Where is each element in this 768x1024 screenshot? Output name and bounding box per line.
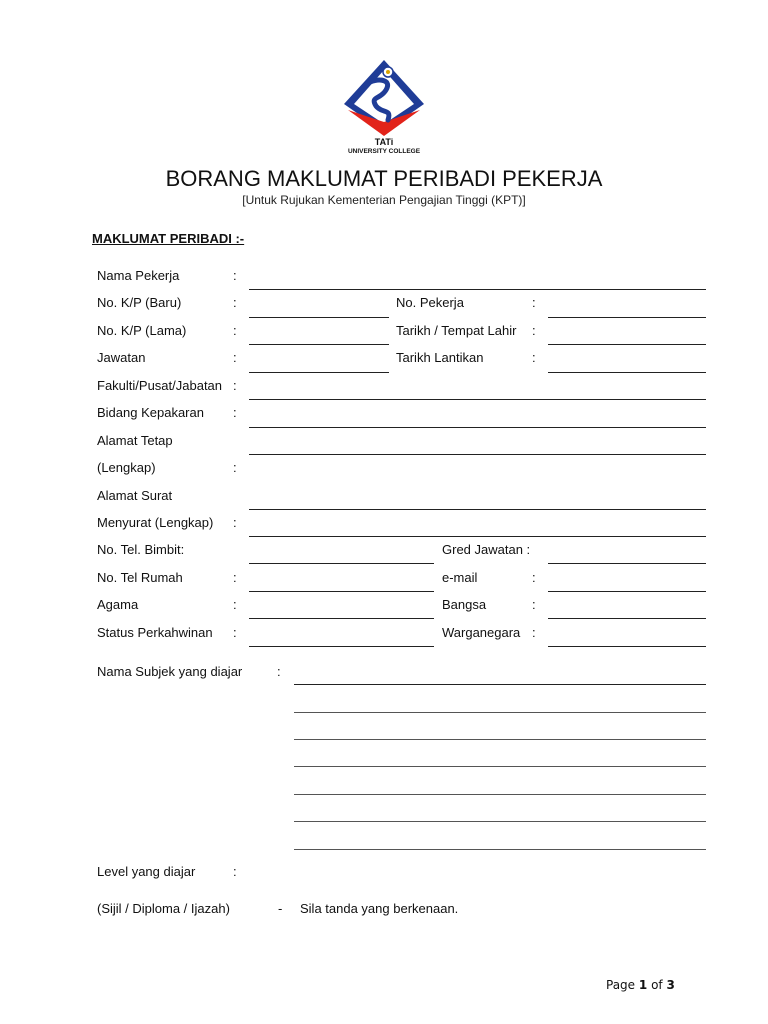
label-tarikh-lantikan: Tarikh Lantikan [396,350,484,365]
colon: : [233,295,237,310]
label-bidang-kepakaran: Bidang Kepakaran [97,405,204,420]
field-kp-lama[interactable] [249,344,389,345]
label-nama-pekerja: Nama Pekerja [97,268,180,283]
field-fakulti[interactable] [249,399,706,400]
instruction-text: Sila tanda yang berkenaan. [300,901,459,916]
field-gred-jawatan[interactable] [548,563,706,564]
field-alamat-tetap[interactable] [249,454,706,455]
page-subtitle: [Untuk Rujukan Kementerian Pengajian Tinggi (KPT)] [242,193,526,207]
field-no-pekerja[interactable] [548,317,706,318]
colon: : [233,405,237,420]
field-tel-rumah[interactable] [249,591,434,592]
field-alamat-surat[interactable] [249,509,706,510]
label-alamat-surat: Alamat Surat [97,488,173,503]
label-agama: Agama [97,597,139,612]
colon: : [233,864,237,879]
colon: : [277,664,281,679]
tati-logo-icon [340,56,428,156]
field-warganegara[interactable] [548,646,706,647]
field-tel-bimbit[interactable] [249,563,434,564]
field-tarikh-tempat-lahir[interactable] [548,344,706,345]
label-nama-subjek: Nama Subjek yang diajar [97,664,243,679]
colon: : [233,323,237,338]
field-subjek-line-5[interactable] [294,794,706,795]
colon: : [233,460,237,475]
field-bidang-kepakaran[interactable] [249,427,706,428]
colon: : [233,597,237,612]
label-tarikh-tempat-lahir: Tarikh / Tempat Lahir [396,323,517,338]
label-jawatan: Jawatan [97,350,146,365]
label-tel-rumah: No. Tel Rumah [97,570,183,585]
label-email: e-mail [442,570,478,585]
logo-subtext: UNIVERSITY COLLEGE [347,148,421,155]
label-bangsa: Bangsa [442,597,487,612]
field-email[interactable] [548,591,706,592]
field-alamat-surat-2[interactable] [249,536,706,537]
colon: : [532,323,536,338]
label-no-pekerja: No. Pekerja [396,295,464,310]
label-alamat-tetap-lengkap: (Lengkap) [97,460,156,475]
field-subjek-line-1[interactable] [294,684,706,685]
page-number [606,978,675,992]
colon: : [532,350,536,365]
field-status-perkahwinan[interactable] [249,646,434,647]
colon: : [233,515,237,530]
page-title: BORANG MAKLUMAT PERIBADI PEKERJA [165,166,603,191]
label-gred-jawatan: Gred Jawatan : [442,542,531,557]
label-alamat-tetap: Alamat Tetap [97,433,173,448]
colon: : [233,268,237,283]
page-total: 3 [666,978,675,992]
field-subjek-line-2[interactable] [294,712,706,713]
field-subjek-line-4[interactable] [294,766,706,767]
label-warganegara: Warganegara [442,625,521,640]
colon: : [233,378,237,393]
label-level: Level yang diajar [97,864,196,879]
section-heading: MAKLUMAT PERIBADI :- [92,231,245,246]
logo-brand: TATi [374,137,394,147]
page-current: 1 [638,978,648,992]
field-jawatan[interactable] [249,372,389,373]
colon: : [532,597,536,612]
colon: : [532,295,536,310]
field-nama-pekerja[interactable] [249,289,706,290]
field-kp-baru[interactable] [249,317,389,318]
dash: - [278,901,283,916]
label-fakulti: Fakulti/Pusat/Jabatan [97,378,223,393]
label-kp-lama: No. K/P (Lama) [97,323,187,338]
label-status-perkahwinan: Status Perkahwinan [97,625,213,640]
colon: : [532,625,536,640]
label-menyurat-lengkap: Menyurat (Lengkap) [97,515,214,530]
colon: : [233,570,237,585]
label-kp-baru: No. K/P (Baru) [97,295,182,310]
field-subjek-line-3[interactable] [294,739,706,740]
field-tarikh-lantikan[interactable] [548,372,706,373]
label-sijil-diploma-ijazah: (Sijil / Diploma / Ijazah) [97,901,230,916]
colon: : [532,570,536,585]
field-subjek-line-7[interactable] [294,849,706,850]
colon: : [233,350,237,365]
field-bangsa[interactable] [548,618,706,619]
field-subjek-line-6[interactable] [294,821,706,822]
label-tel-bimbit: No. Tel. Bimbit: [97,542,185,557]
field-agama[interactable] [249,618,434,619]
colon: : [233,625,237,640]
page-word: Page [606,978,636,992]
page-of-word: of [651,978,663,992]
